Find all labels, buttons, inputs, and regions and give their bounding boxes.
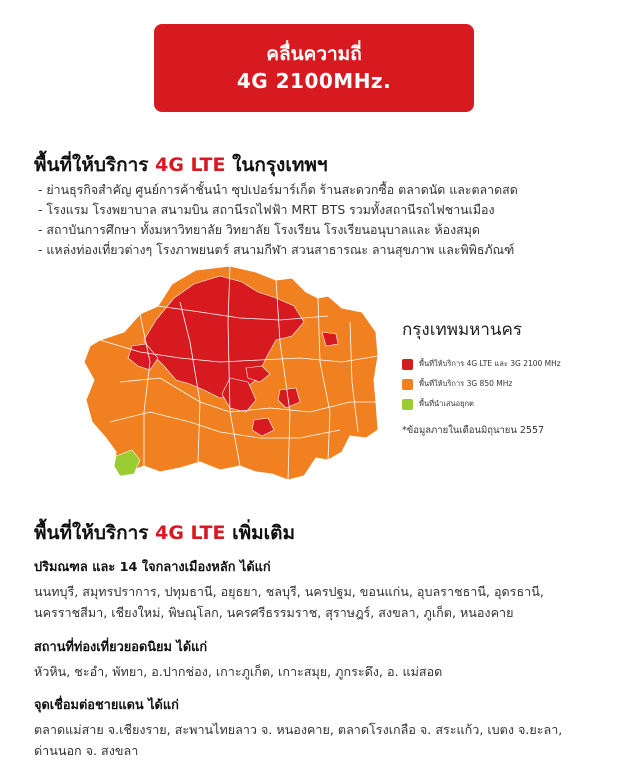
bangkok-title-post: ในกรุงเทพฯ <box>232 154 328 176</box>
legend-swatch-3g <box>402 379 413 390</box>
group-line: ด่านนอก จ. สงขลา <box>34 743 139 758</box>
more-title-accent: 4G LTE <box>155 522 226 544</box>
frequency-banner <box>154 24 474 112</box>
bangkok-section-title <box>34 150 328 180</box>
group-heading: จุดเชื่อมต่อชายแดน ได้แก่ <box>34 698 179 713</box>
group-tourist-spots <box>34 636 614 682</box>
group-line: นครราชสีมา, เชียงใหม่, พิษณุโลก, นครศรีธรรมราช, สุราษฎร์, สงขลา, ภูเก็ต, หนองคาย <box>34 605 514 620</box>
group-heading: ปริมณฑล และ 14 ใจกลางเมืองหลัก ได้แก่ <box>34 560 271 575</box>
bullet-item: - แหล่งท่องเที่ยวต่างๆ โรงภาพยนตร์ สนามกีฬา สวนสาธารณะ ลานสุขภาพ และพิพิธภัณฑ์ <box>38 242 515 257</box>
legend-label-lte: พื้นที่ให้บริการ 4G LTE และ 3G 2100 MHz <box>419 359 561 368</box>
bullet-item: - โรงแรม โรงพยาบาล สนามบิน สถานีรถไฟฟ้า MRT BTS รวมทั้งสถานีรถไฟชานเมือง <box>38 202 495 217</box>
more-title-post: เพิ่มเติม <box>232 522 295 544</box>
group-metro-cities <box>34 556 614 623</box>
bangkok-title-accent: 4G LTE <box>155 154 226 176</box>
legend-label-3g: พื้นที่ให้บริการ 3G 850 MHz <box>419 379 513 388</box>
group-heading: สถานที่ท่องเที่ยวยอดนิยม ได้แก่ <box>34 640 208 655</box>
legend-title: กรุงเทพมหานคร <box>402 320 523 340</box>
group-border-points <box>34 694 614 761</box>
legend-item-green <box>402 395 622 413</box>
legend-label-green: พื้นที่นำเสนอยุกต <box>419 399 474 408</box>
banner-line-2: 4G 2100MHz. <box>236 69 392 93</box>
bangkok-bullet-list <box>38 180 618 260</box>
more-section-title <box>34 518 295 548</box>
legend-item-lte <box>402 355 622 373</box>
legend-item-3g <box>402 375 622 393</box>
group-line: หัวหิน, ชะอำ, พัทยา, อ.ปากช่อง, เกาะภูเก็ต, เกาะสมุย, ภูกระดึง, อ. แม่สอด <box>34 664 443 679</box>
group-line: ตลาดแม่สาย จ.เชียงราย, สะพานไทยลาว จ. หนองคาย, ตลาดโรงเกลือ จ. สระแก้ว, เบตง จ.ยะลา, <box>34 722 563 737</box>
banner-line-1: คลื่นความถี่ <box>266 43 362 65</box>
map-legend <box>402 316 622 438</box>
legend-swatch-lte <box>402 359 413 370</box>
bangkok-title-pre: พื้นที่ให้บริการ <box>34 154 149 176</box>
legend-note: *ข้อมูลภายในเดือนมิถุนายน 2557 <box>402 425 545 436</box>
group-line: นนทบุรี, สมุทรปราการ, ปทุมธานี, อยุธยา, ชลบุรี, นครปฐม, ขอนแก่น, อุบลราชธานี, อุดรธานี, <box>34 584 544 599</box>
bullet-item: - สถาบันการศึกษา ทั้งมหาวิทยาลัย วิทยาลัย โรงเรียน โรงเรียนอนุบาลและ ห้องสมุด <box>38 222 480 237</box>
bullet-item: - ย่านธุรกิจสำคัญ ศูนย์การค้าชั้นนำ ซุปเปอร์มาร์เก็ต ร้านสะดวกซื้อ ตลาดนัด และตลาดสด <box>38 182 518 197</box>
bangkok-coverage-map <box>80 262 380 484</box>
legend-swatch-green <box>402 399 413 410</box>
map-svg <box>80 262 380 484</box>
more-title-pre: พื้นที่ให้บริการ <box>34 522 149 544</box>
